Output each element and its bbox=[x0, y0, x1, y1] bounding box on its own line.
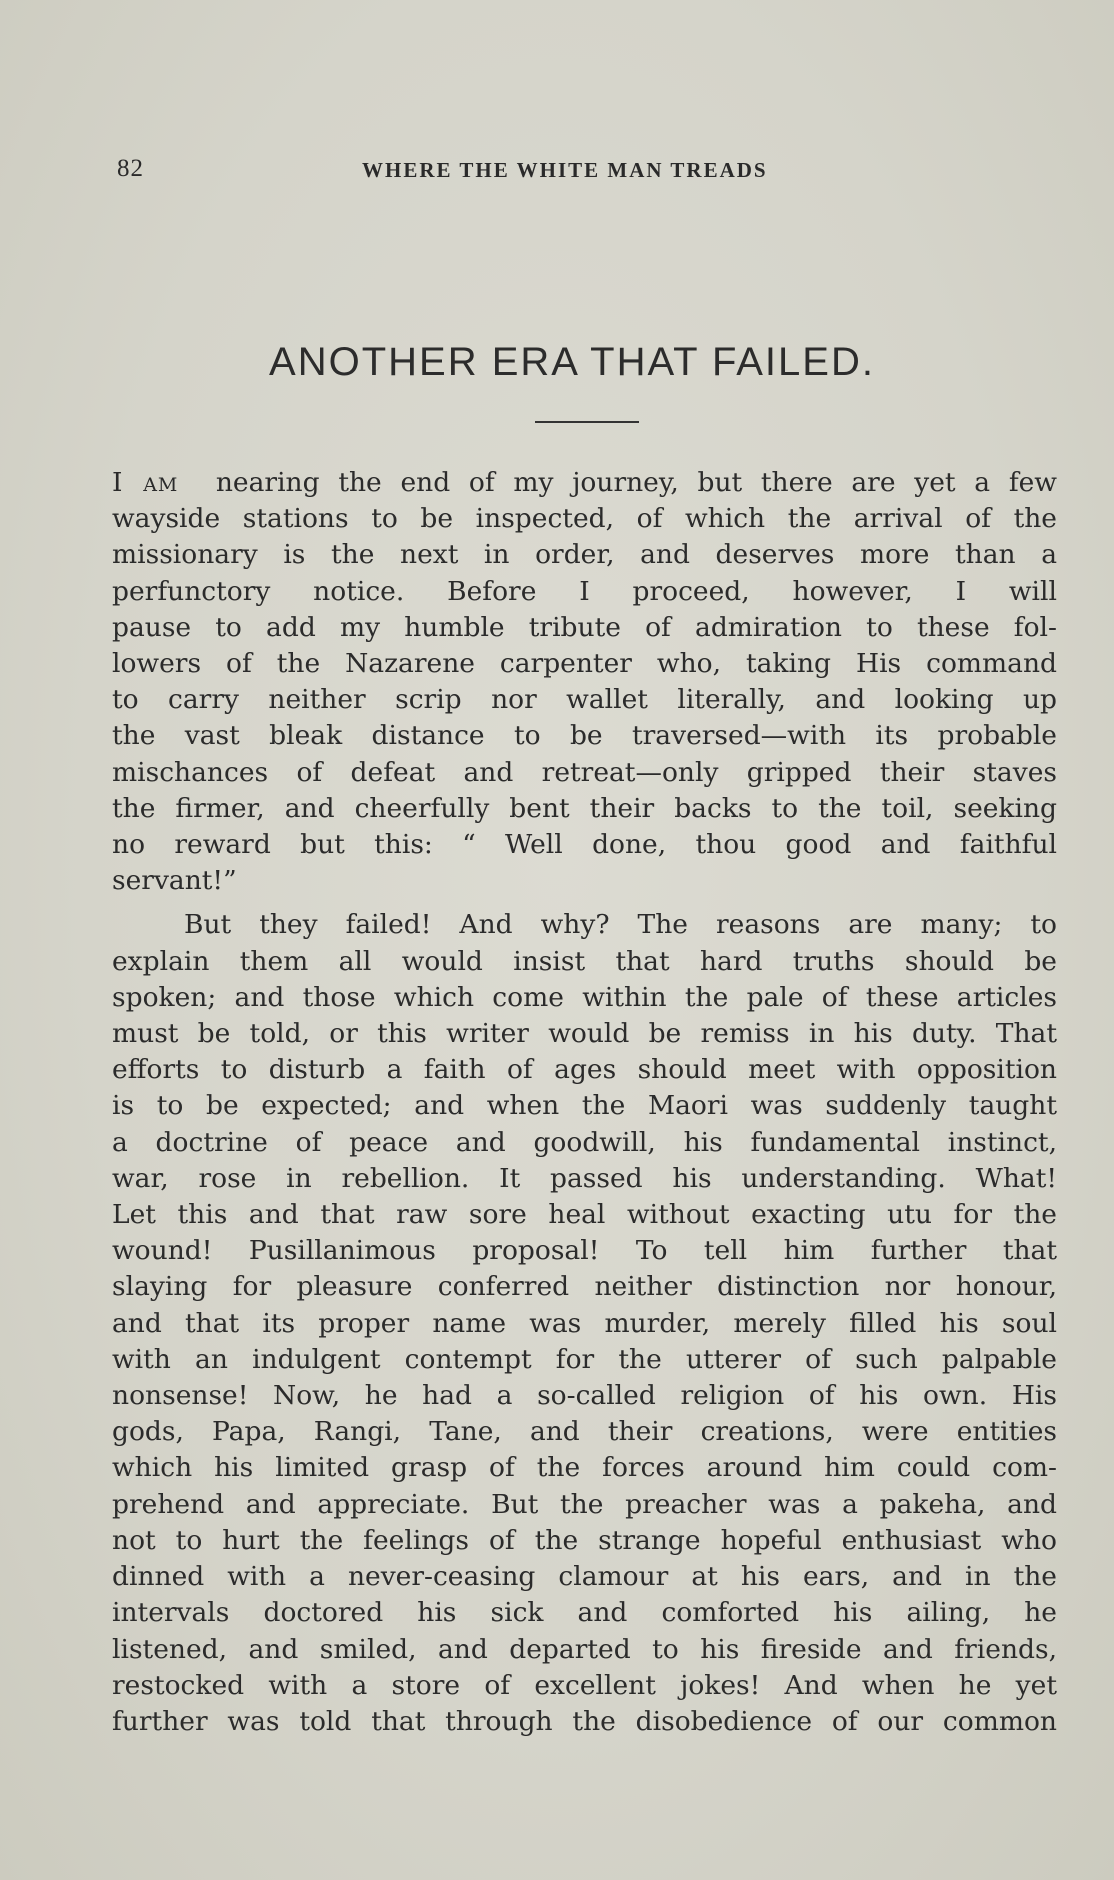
text-line: must be told, or this writer would be remiss in his duty. That bbox=[112, 1018, 1057, 1050]
text-line: no reward but this: “ Well done, thou good and faithful bbox=[112, 829, 1057, 861]
text-line: Let this and that raw sore heal without exacting utu for the bbox=[112, 1199, 1057, 1231]
text-line: intervals doctored his sick and comforted his ailing, he bbox=[112, 1597, 1057, 1629]
paragraph-1 bbox=[112, 465, 1057, 899]
chapter-title: ANOTHER ERA THAT FAILED. bbox=[269, 340, 875, 384]
text-line: to carry neither scrip nor wallet literally, and looking up bbox=[112, 684, 1057, 716]
text-line: not to hurt the feelings of the strange hopeful enthusiast who bbox=[112, 1524, 1057, 1556]
text-line: pause to add my humble tribute of admiration to these fol- bbox=[112, 611, 1057, 643]
opening-small-caps: I am bbox=[112, 467, 179, 498]
text-line: the vast bleak distance to be traversed—with its probable bbox=[112, 720, 1057, 752]
text-line: a doctrine of peace and goodwill, his fundamental instinct, bbox=[112, 1126, 1057, 1158]
text-line: efforts to disturb a faith of ages should meet with opposition bbox=[112, 1054, 1057, 1086]
text-line: perfunctory notice. Before I proceed, however, I will bbox=[112, 575, 1057, 607]
text-line: prehend and appreciate. But the preacher was a pakeha, and bbox=[112, 1488, 1057, 1520]
text-line: and that its proper name was murder, merely filled his soul bbox=[112, 1307, 1057, 1339]
text-line: restocked with a store of excellent jokes! And when he yet bbox=[112, 1669, 1057, 1701]
paragraph-2 bbox=[112, 907, 1057, 1740]
text-line: I am nearing the end of my journey, but there are yet a few bbox=[112, 467, 1057, 498]
text-line: missionary is the next in order, and deserves more than a bbox=[112, 539, 1057, 571]
text-line: spoken; and those which come within the pale of these articles bbox=[112, 981, 1057, 1013]
text-line: the firmer, and cheerfully bent their backs to the toil, seeking bbox=[112, 792, 1057, 824]
text-line: war, rose in rebellion. It passed his understanding. What! bbox=[112, 1162, 1057, 1194]
body-text bbox=[112, 465, 1057, 1740]
running-title: WHERE THE WHITE MAN TREADS bbox=[362, 158, 768, 182]
running-header bbox=[117, 155, 1057, 185]
text-line: explain them all would insist that hard truths should be bbox=[112, 945, 1057, 977]
text-line: further was told that through the disobedience of our common bbox=[112, 1705, 1057, 1737]
text-line: nonsense! Now, he had a so-called religion of his own. His bbox=[112, 1380, 1057, 1412]
text-line: which his limited grasp of the forces around him could com- bbox=[112, 1452, 1057, 1484]
text-line: with an indulgent contempt for the utterer of such palpable bbox=[112, 1343, 1057, 1375]
title-rule-divider bbox=[535, 421, 639, 423]
text-line: lowers of the Nazarene carpenter who, taking His command bbox=[112, 648, 1057, 680]
text-line: listened, and smiled, and departed to his fireside and friends, bbox=[112, 1633, 1057, 1665]
text-line: gods, Papa, Rangi, Tane, and their creations, were entities bbox=[112, 1416, 1057, 1448]
text-line: servant!” bbox=[112, 865, 237, 897]
text-line: dinned with a never-ceasing clamour at his ears, and in the bbox=[112, 1561, 1057, 1593]
text-line: is to be expected; and when the Maori was suddenly taught bbox=[112, 1090, 1057, 1122]
text-line: wayside stations to be inspected, of which the arrival of the bbox=[112, 503, 1057, 535]
text-line: mischances of defeat and retreat—only gripped their staves bbox=[112, 756, 1057, 788]
text-line: wound! Pusillanimous proposal! To tell him further that bbox=[112, 1235, 1057, 1267]
text-line: slaying for pleasure conferred neither distinction nor honour, bbox=[112, 1271, 1057, 1303]
text-line: But they failed! And why? The reasons are many; to bbox=[184, 909, 1057, 941]
page-number: 82 bbox=[117, 155, 144, 182]
